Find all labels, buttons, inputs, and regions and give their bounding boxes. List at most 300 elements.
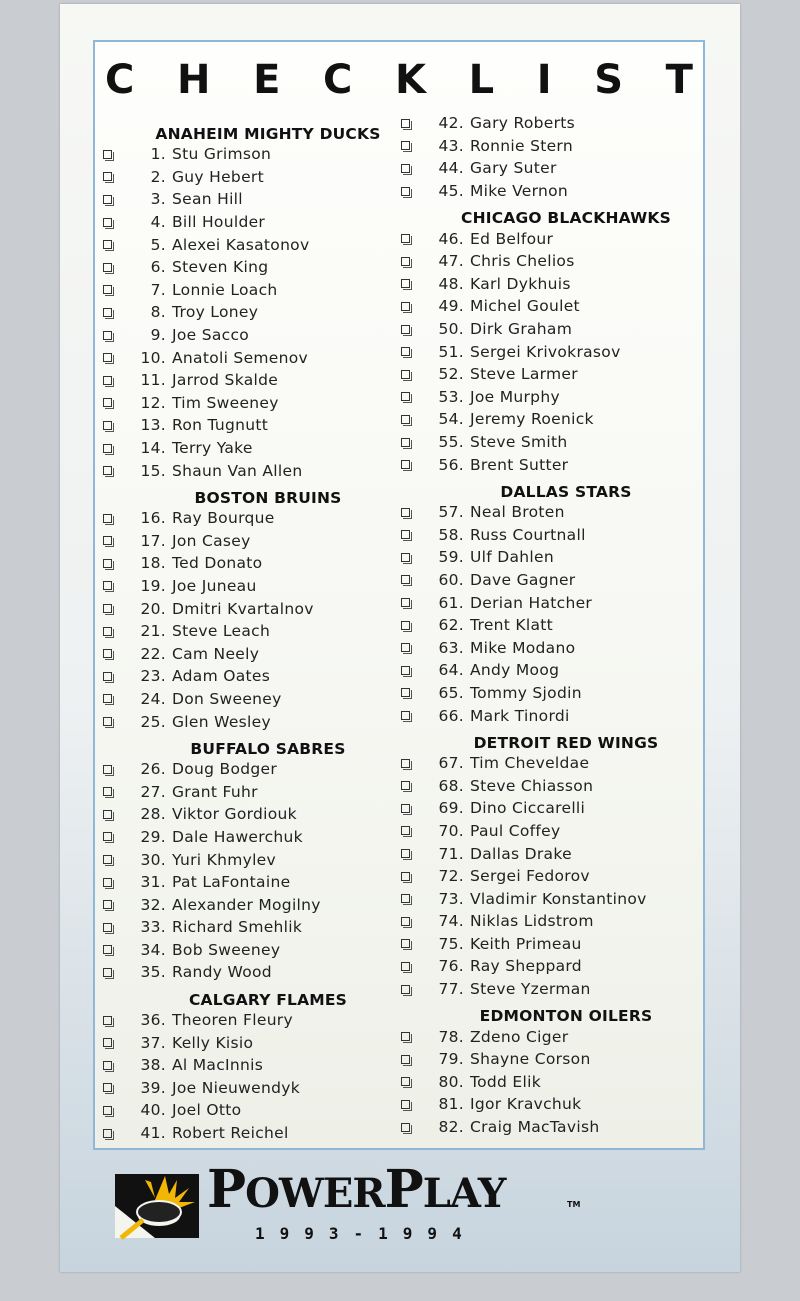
card-number: 22. [140,644,166,663]
title-letter: E [253,57,281,103]
checkbox-icon[interactable] [401,621,410,630]
card-number: 9. [150,326,166,345]
checklist-item [103,211,393,234]
player-name: Russ Courtnall [470,525,586,544]
player-name: Ed Belfour [470,229,554,248]
player-name: Doug Bodger [172,760,278,779]
checklist-item [103,620,393,643]
checkbox-icon[interactable] [401,688,410,697]
checklist-item [401,408,691,431]
card-number: 50. [438,320,464,339]
card-number: 11. [140,371,166,390]
player-name: Paul Coffey [470,821,561,840]
player-name: Kelly Kisio [172,1033,254,1052]
player-name: Ron Tugnutt [172,416,269,435]
checkbox-icon[interactable] [103,1016,112,1025]
checkbox-icon[interactable] [401,508,410,517]
checklist-item [401,546,691,569]
player-name: Todd Elik [470,1072,542,1091]
player-name: Robert Reichel [172,1124,289,1143]
checklist-item [401,591,691,614]
checkbox-icon[interactable] [103,717,112,726]
team-heading: DALLAS STARS [500,482,632,501]
checkbox-icon[interactable] [103,285,112,294]
checklist-item [401,340,691,363]
checkbox-icon[interactable] [401,119,410,128]
card-number: 26. [140,760,166,779]
checklist-item [103,414,393,437]
checkbox-icon[interactable] [103,968,112,977]
player-name: Bob Sweeney [172,940,281,959]
player-name: Sergei Fedorov [470,867,590,886]
checklist-item [401,1025,691,1048]
card-number: 6. [150,258,166,277]
card-number: 70. [438,821,464,840]
player-name: Troy Loney [172,303,259,322]
card-number: 82. [438,1118,464,1137]
player-name: Shaun Van Allen [172,461,303,480]
checkbox-icon[interactable] [103,421,112,430]
checkbox-icon[interactable] [401,164,410,173]
checklist-item [103,301,393,324]
checklist-item [401,180,691,203]
checklist-item [401,978,691,1001]
checklist-item [401,1116,691,1139]
player-name: Gary Roberts [470,114,576,133]
card-number: 66. [438,706,464,725]
card-number: 7. [150,280,166,299]
card-number: 4. [150,213,166,232]
checkbox-icon[interactable] [401,985,410,994]
checklist-item [103,710,393,733]
checklist-item [401,614,691,637]
checkbox-icon[interactable] [401,804,410,813]
player-name: Joe Sacco [172,326,250,345]
player-name: Ray Sheppard [470,957,582,976]
checkbox-icon[interactable] [401,553,410,562]
checkbox-icon[interactable] [103,900,112,909]
checkbox-icon[interactable] [401,872,410,881]
player-name: Joe Juneau [172,576,257,595]
card-number: 75. [438,934,464,953]
checklist-item [401,363,691,386]
checklist-item [103,233,393,256]
player-name: Stu Grimson [172,145,272,164]
checkbox-icon[interactable] [401,438,410,447]
card-number: 29. [140,827,166,846]
checkbox-icon[interactable] [103,1061,112,1070]
checklist-panel [93,40,705,1150]
checklist-item [103,916,393,939]
title-letter: I [536,57,552,103]
player-name: Vladimir Konstantinov [470,889,647,908]
checkbox-icon[interactable] [401,302,410,311]
checklist-item [103,939,393,962]
card-number: 31. [140,873,166,892]
checklist-item [103,392,393,415]
checkbox-icon[interactable] [103,604,112,613]
player-name: Alexander Mogilny [172,895,321,914]
player-name: Craig MacTavish [470,1118,600,1137]
checklist-item [401,820,691,843]
card-number: 25. [140,712,166,731]
checkbox-icon[interactable] [103,1129,112,1138]
checklist-item [401,386,691,409]
checkbox-icon[interactable] [401,460,410,469]
checklist-item [103,597,393,620]
card-number: 54. [438,410,464,429]
player-name: Dino Ciccarelli [470,799,586,818]
checklist-item [401,955,691,978]
card-number: 59. [438,548,464,567]
team-heading: CALGARY FLAMES [188,990,348,1009]
checklist-item [103,256,393,279]
card-number: 61. [438,593,464,612]
player-name: Mark Tinordi [470,706,570,725]
card-number: 18. [140,554,166,573]
card-number: 55. [438,433,464,452]
left-column [103,118,393,1144]
card-number: 35. [140,963,166,982]
checklist-item [103,324,393,347]
checklist-item [103,575,393,598]
checklist-item [401,1071,691,1094]
checkbox-icon[interactable] [103,694,112,703]
checklist-item [103,665,393,688]
card-number: 21. [140,622,166,641]
checklist-item [103,459,393,482]
checkbox-icon[interactable] [401,1032,410,1041]
card-number: 28. [140,805,166,824]
team-heading: DETROIT RED WINGS [473,733,659,752]
title-letter: C [105,57,135,103]
checkbox-icon[interactable] [103,855,112,864]
checkbox-icon[interactable] [401,530,410,539]
checkbox-icon[interactable] [103,263,112,272]
checkbox-icon[interactable] [103,649,112,658]
checklist-item [401,295,691,318]
card-number: 30. [140,850,166,869]
checklist-item [103,1031,393,1054]
player-name: Michel Goulet [470,297,580,316]
card-number: 5. [150,235,166,254]
card-number: 32. [140,895,166,914]
checklist-item [401,659,691,682]
checklist-item [401,273,691,296]
card-number: 1. [150,145,166,164]
card-number: 38. [140,1056,166,1075]
card-number: 2. [150,167,166,186]
checkbox-icon[interactable] [103,627,112,636]
player-name: Ray Bourque [172,509,275,528]
title-letter: L [468,57,495,103]
checkbox-icon[interactable] [103,878,112,887]
checkbox-icon[interactable] [103,559,112,568]
checkbox-icon[interactable] [103,308,112,317]
card-number: 16. [140,509,166,528]
card-number: 51. [438,342,464,361]
player-name: Cam Neely [172,644,260,663]
checklist-item [401,250,691,273]
checklist-item [401,704,691,727]
checkbox-icon[interactable] [103,923,112,932]
checklist-item [103,893,393,916]
checkbox-icon[interactable] [103,466,112,475]
checkbox-icon[interactable] [401,279,410,288]
player-name: Guy Hebert [172,167,264,186]
player-name: Ronnie Stern [470,136,573,155]
player-name: Andy Moog [470,661,560,680]
checklist-item [401,865,691,888]
card-number: 57. [438,503,464,522]
checkbox-icon[interactable] [401,917,410,926]
team-heading: BUFFALO SABRES [190,739,346,758]
card-number: 44. [438,159,464,178]
card-number: 60. [438,570,464,589]
puck-burst-icon [115,1170,199,1240]
player-name: Richard Smehlik [172,918,303,937]
card-number: 46. [438,229,464,248]
checkbox-icon[interactable] [401,347,410,356]
checkbox-icon[interactable] [401,781,410,790]
checklist-item [103,369,393,392]
checkbox-icon[interactable] [103,536,112,545]
card-number: 45. [438,182,464,201]
checklist-item [401,887,691,910]
checkbox-icon[interactable] [103,398,112,407]
checklist-item [103,780,393,803]
card-number: 48. [438,274,464,293]
card-number: 12. [140,393,166,412]
card-number: 68. [438,776,464,795]
checklist-card [60,4,740,1272]
card-number: 58. [438,525,464,544]
title-letter: K [394,57,426,103]
title-letter: C [323,57,353,103]
player-name: Mike Vernon [470,182,569,201]
checklist-item [103,826,393,849]
player-name: Dallas Drake [470,844,572,863]
checklist-item [103,346,393,369]
checkbox-icon[interactable] [103,514,112,523]
checkbox-icon[interactable] [103,376,112,385]
card-number: 78. [438,1027,464,1046]
checkbox-icon[interactable] [401,643,410,652]
card-number: 3. [150,190,166,209]
player-name: Pat LaFontaine [172,873,291,892]
checkbox-icon[interactable] [401,257,410,266]
checkbox-icon[interactable] [103,195,112,204]
checklist-item [103,143,393,166]
brand-text-lay: LAY [422,1170,506,1217]
player-name: Steven King [172,258,269,277]
checkbox-icon[interactable] [401,711,410,720]
checklist-item [401,842,691,865]
player-name: Steve Leach [172,622,271,641]
checklist-item [401,318,691,341]
player-name: Dmitri Kvartalnov [172,599,314,618]
card-number: 64. [438,661,464,680]
player-name: Lonnie Loach [172,280,278,299]
card-number: 53. [438,387,464,406]
player-name: Keith Primeau [470,934,582,953]
checkbox-icon[interactable] [103,240,112,249]
player-name: Trent Klatt [470,616,554,635]
player-name: Niklas Lidstrom [470,912,594,931]
card-number: 10. [140,348,166,367]
card-number: 24. [140,689,166,708]
checkbox-icon[interactable] [401,939,410,948]
checkbox-icon[interactable] [103,353,112,362]
player-name: Alexei Kasatonov [172,235,310,254]
checklist-item [103,1099,393,1122]
player-name: Anatoli Semenov [172,348,309,367]
player-name: Ted Donato [172,554,263,573]
brand-text-ower: OWER [245,1170,385,1217]
player-name: Terry Yake [172,439,253,458]
player-name: Grant Fuhr [172,782,258,801]
checklist-item [401,1093,691,1116]
checkbox-icon[interactable] [401,894,410,903]
checkbox-icon[interactable] [401,849,410,858]
checkbox-icon[interactable] [401,234,410,243]
card-number: 81. [438,1095,464,1114]
card-number: 52. [438,365,464,384]
checkbox-icon[interactable] [401,1100,410,1109]
checklist-item [401,453,691,476]
checklist-item [401,1048,691,1071]
checkbox-icon[interactable] [401,759,410,768]
checkbox-icon[interactable] [103,1106,112,1115]
team-heading: EDMONTON OILERS [479,1007,653,1026]
card-number: 42. [438,114,464,133]
checklist-item [103,166,393,189]
checkbox-icon[interactable] [401,598,410,607]
checkbox-icon[interactable] [401,415,410,424]
card-number: 39. [140,1078,166,1097]
card-number: 56. [438,455,464,474]
card-number: 41. [140,1124,166,1143]
trademark-mark: TM [567,1200,581,1209]
checkbox-icon[interactable] [401,187,410,196]
checkbox-icon[interactable] [103,172,112,181]
player-name: Tim Sweeney [172,393,279,412]
card-number: 72. [438,867,464,886]
checklist-item [103,188,393,211]
checkbox-icon[interactable] [103,945,112,954]
player-name: Viktor Gordiouk [172,805,297,824]
card-number: 67. [438,754,464,773]
card-number: 49. [438,297,464,316]
checkbox-icon[interactable] [401,370,410,379]
card-number: 34. [140,940,166,959]
player-name: Bill Houlder [172,213,266,232]
checkbox-icon[interactable] [103,787,112,796]
checkbox-icon[interactable] [103,218,112,227]
brand-wordmark [207,1159,506,1220]
checkbox-icon[interactable] [401,962,410,971]
card-number: 73. [438,889,464,908]
checkbox-icon[interactable] [401,141,410,150]
checklist-item [401,112,691,135]
checkbox-icon[interactable] [103,150,112,159]
checklist-item [401,933,691,956]
card-number: 37. [140,1033,166,1052]
checkbox-icon[interactable] [103,444,112,453]
card-number: 13. [140,416,166,435]
checkbox-icon[interactable] [401,575,410,584]
player-name: Zdeno Ciger [470,1027,569,1046]
checkbox-icon[interactable] [401,325,410,334]
player-name: Sean Hill [172,190,243,209]
player-name: Steve Smith [470,433,568,452]
checklist-item [103,803,393,826]
checklist-item [103,1054,393,1077]
card-number: 43. [438,136,464,155]
card-number: 36. [140,1011,166,1030]
checklist-item [103,507,393,530]
checkbox-icon[interactable] [103,672,112,681]
checklist-item [401,636,691,659]
player-name: Sergei Krivokrasov [470,342,621,361]
checkbox-icon[interactable] [401,1123,410,1132]
card-number: 20. [140,599,166,618]
checkbox-icon[interactable] [103,810,112,819]
checkbox-icon[interactable] [103,1083,112,1092]
checkbox-icon[interactable] [401,1055,410,1064]
checkbox-icon[interactable] [401,666,410,675]
checklist-item [103,530,393,553]
card-number: 19. [140,576,166,595]
checklist-item [103,688,393,711]
checkbox-icon[interactable] [103,581,112,590]
checkbox-icon[interactable] [103,832,112,841]
card-number: 47. [438,252,464,271]
checkbox-icon[interactable] [103,331,112,340]
team-heading: CHICAGO BLACKHAWKS [461,209,671,228]
player-name: Igor Kravchuk [470,1095,582,1114]
powerplay-logo [115,1159,585,1248]
card-number: 33. [140,918,166,937]
checklist-item [401,227,691,250]
checklist-item [401,752,691,775]
card-number: 15. [140,461,166,480]
player-name: Glen Wesley [172,712,271,731]
checklist-item [103,1122,393,1145]
right-column [401,112,691,1138]
checkbox-icon[interactable] [103,1038,112,1047]
card-number: 14. [140,439,166,458]
player-name: Tim Cheveldae [470,754,590,773]
player-name: Chris Chelios [470,252,575,271]
checkbox-icon[interactable] [103,765,112,774]
card-number: 17. [140,531,166,550]
player-name: Theoren Fleury [172,1011,293,1030]
team-heading: ANAHEIM MIGHTY DUCKS [155,125,381,143]
card-number: 71. [438,844,464,863]
card-number: 77. [438,980,464,999]
title-letter: H [176,57,211,103]
player-name: Don Sweeney [172,689,282,708]
checkbox-icon[interactable] [401,1077,410,1086]
checklist-item [103,1077,393,1100]
checklist-item [401,157,691,180]
card-number: 69. [438,799,464,818]
checkbox-icon[interactable] [401,392,410,401]
card-number: 79. [438,1050,464,1069]
checkbox-icon[interactable] [401,826,410,835]
player-name: Randy Wood [172,963,272,982]
